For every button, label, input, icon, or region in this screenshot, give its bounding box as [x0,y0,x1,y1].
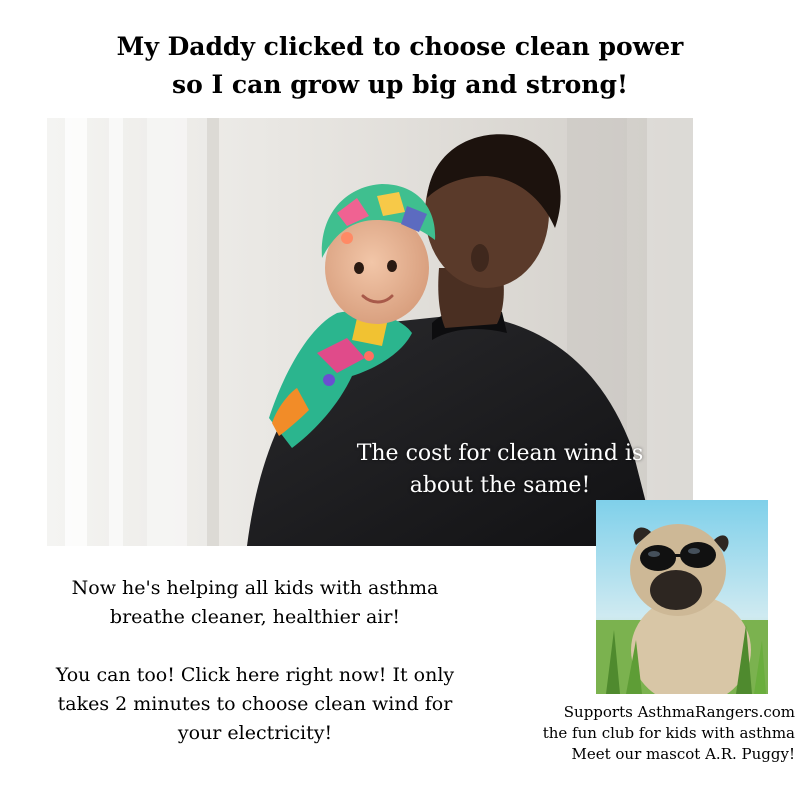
mascot-line-2: the fun club for kids with asthma [542,724,795,742]
headline-line-1: My Daddy clicked to choose clean power [116,32,684,61]
photo-caption-line-2: about the same! [409,473,591,498]
body-line-3: You can too! Click here right now! It only [55,664,455,686]
body-line-4: takes 2 minutes to choose clean wind for [57,693,453,715]
body-line-2: breathe cleaner, healthier air! [109,606,401,628]
mascot-caption[interactable] [500,702,795,765]
photo-caption [330,438,670,502]
body-line-1: Now he's helping all kids with asthma [71,577,439,599]
body-line-5: your electricity! [177,722,333,744]
pug-with-sunglasses-photo[interactable] [596,500,768,694]
headline [0,28,800,104]
mascot-line-1: Supports AsthmaRangers.com [563,703,795,721]
mascot-line-3: Meet our mascot A.R. Puggy! [571,745,795,763]
call-to-action-text[interactable] [20,574,490,748]
headline-line-2: so I can grow up big and strong! [172,70,628,99]
photo-caption-line-1: The cost for clean wind is [356,441,644,466]
father-and-baby-photo[interactable] [47,118,693,546]
